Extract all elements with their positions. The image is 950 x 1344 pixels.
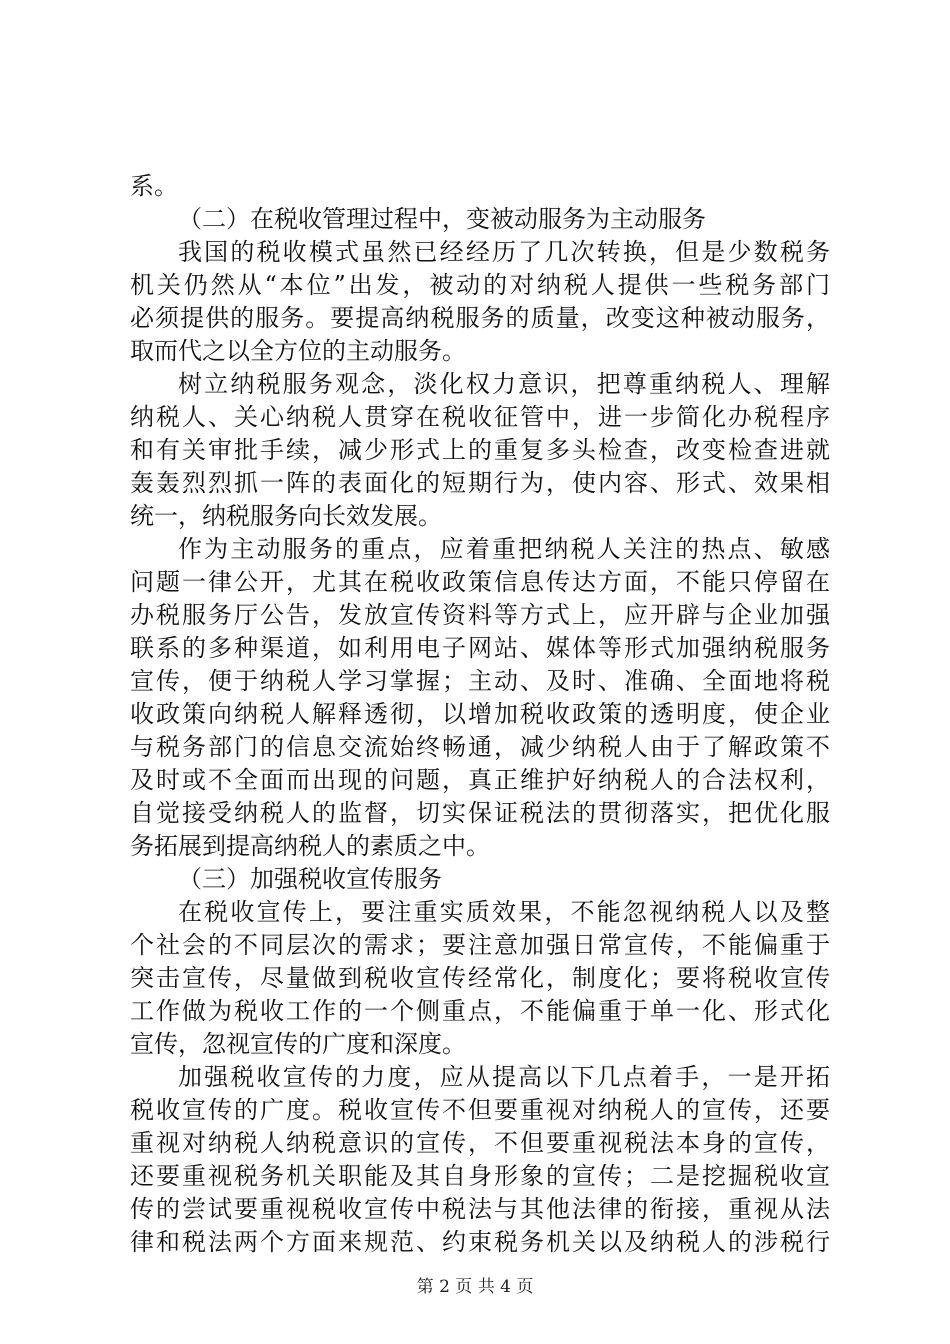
text-line: 务拓展到提高纳税人的素质之中。 (130, 832, 490, 860)
text-line: 律和税法两个方面来规范、约束税务机关以及纳税人的涉税行 (130, 1228, 830, 1256)
text-line: 突击宣传，尽量做到税收宣传经常化，制度化；要将税收宣传 (130, 964, 830, 992)
text-line: 机关仍然从“本位”出发，被动的对纳税人提供一些税务部门 (130, 271, 830, 299)
text-line: （二）在税收管理过程中，变被动服务为主动服务 (178, 205, 706, 233)
text-line: 树立纳税服务观念，淡化权力意识，把尊重纳税人、理解 (178, 370, 830, 398)
text-line: 宣传，便于纳税人学习掌握；主动、及时、准确、全面地将税 (130, 667, 830, 695)
text-line: （三）加强税收宣传服务 (178, 865, 442, 893)
text-line: 收政策向纳税人解释透彻，以增加税收政策的透明度，使企业 (130, 700, 830, 728)
text-line: 作为主动服务的重点，应着重把纳税人关注的热点、敏感 (178, 535, 830, 563)
text-line: 联系的多种渠道，如利用电子网站、媒体等形式加强纳税服务 (130, 634, 830, 662)
text-line: 加强税收宣传的力度，应从提高以下几点着手，一是开拓 (178, 1063, 830, 1091)
text-line: 宣传，忽视宣传的广度和深度。 (130, 1030, 466, 1058)
document-body (130, 170, 830, 1259)
text-line: 必须提供的服务。要提高纳税服务的质量，改变这种被动服务， (130, 304, 830, 332)
text-line: 统一，纳税服务向长效发展。 (130, 502, 442, 530)
text-line: 轰轰烈烈抓一阵的表面化的短期行为，使内容、形式、效果相 (130, 469, 830, 497)
text-line: 与税务部门的信息交流始终畅通，减少纳税人由于了解政策不 (130, 733, 830, 761)
text-line: 税收宣传的广度。税收宣传不但要重视对纳税人的宣传，还要 (130, 1096, 830, 1124)
text-line: 个社会的不同层次的需求；要注意加强日常宣传，不能偏重于 (130, 931, 830, 959)
text-line: 重视对纳税人纳税意识的宣传，不但要重视税法本身的宣传， (130, 1129, 830, 1157)
text-line: 取而代之以全方位的主动服务。 (130, 337, 466, 365)
text-line: 纳税人、关心纳税人贯穿在税收征管中，进一步简化办税程序 (130, 403, 830, 431)
text-line: 及时或不全面而出现的问题，真正维护好纳税人的合法权利， (130, 766, 830, 794)
text-line: 办税服务厅公告，发放宣传资料等方式上，应开辟与企业加强 (130, 601, 830, 629)
text-line: 问题一律公开，尤其在税收政策信息传达方面，不能只停留在 (130, 568, 830, 596)
text-line: 传的尝试要重视税收宣传中税法与其他法律的衔接，重视从法 (130, 1195, 830, 1223)
page-footer: 第 2 页 共 4 页 (416, 1277, 534, 1297)
text-line: 系。 (130, 172, 178, 200)
text-line: 我国的税收模式虽然已经经历了几次转换，但是少数税务 (178, 238, 830, 266)
text-line: 和有关审批手续，减少形式上的重复多头检查，改变检查进就 (130, 436, 830, 464)
text-line: 在税收宣传上，要注重实质效果，不能忽视纳税人以及整 (178, 898, 830, 926)
text-line: 还要重视税务机关职能及其自身形象的宣传；二是挖掘税收宣 (130, 1162, 830, 1190)
text-line: 工作做为税收工作的一个侧重点，不能偏重于单一化、形式化 (130, 997, 830, 1025)
text-line: 自觉接受纳税人的监督，切实保证税法的贯彻落实，把优化服 (130, 799, 830, 827)
